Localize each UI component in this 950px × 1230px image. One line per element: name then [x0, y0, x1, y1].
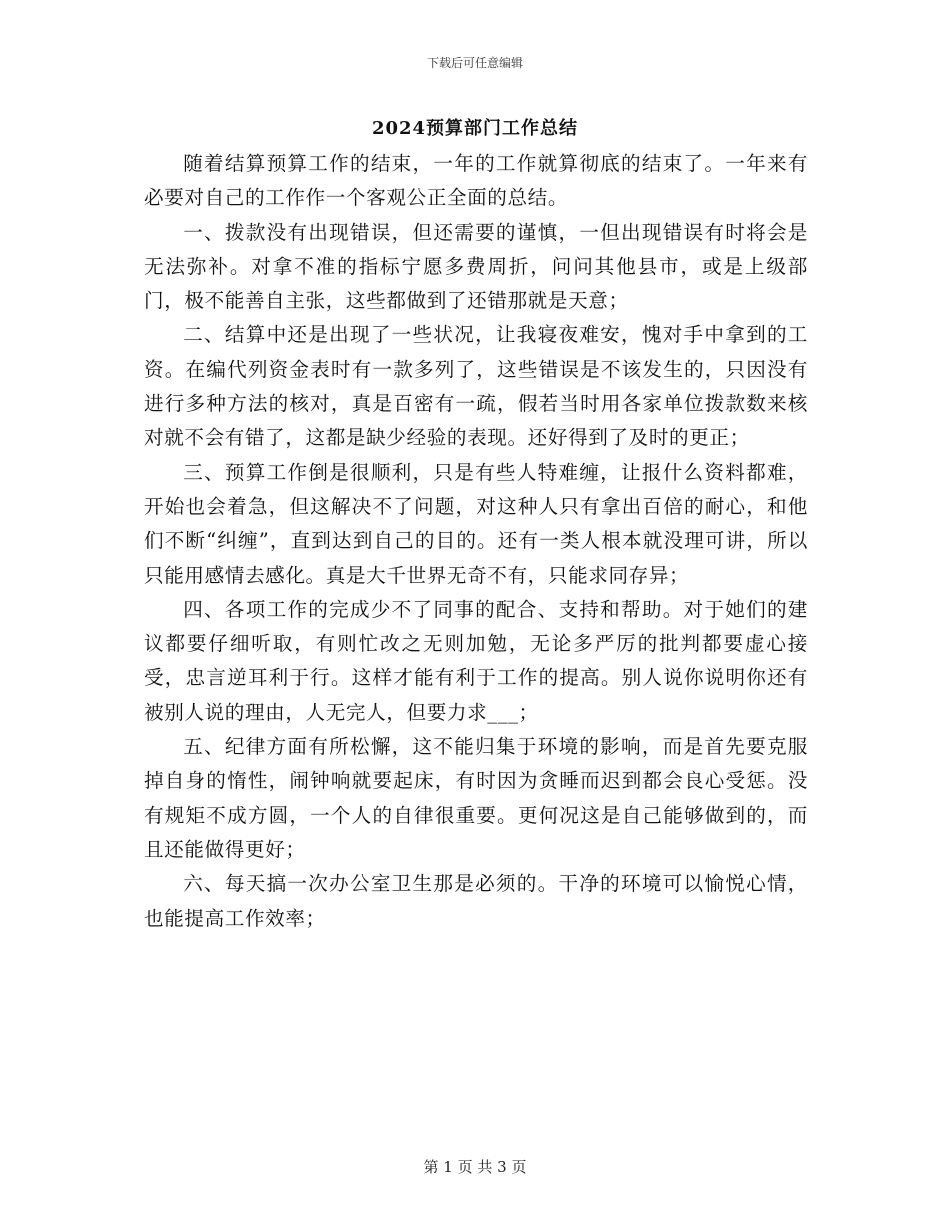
- paragraph-2: 二、结算中还是出现了一些状况，让我寝夜难安，愧对手中拿到的工资。在编代列资金表时有一款多列了，这些错误是不该发生的，只因没有进行多种方法的核对，真是百密有一疏，假若当时用各家单位拨款数来核对就不会有错了，这都是缺少经验的表现。还好得到了及时的更正；: [144, 323, 808, 450]
- paragraph-5: 五、纪律方面有所松懈，这不能归集于环境的影响，而是首先要克服掉自身的惰性，闹钟响就要起床，有时因为贪睡而迟到都会良心受惩。没有规矩不成方圆，一个人的自律很重要。更何况这是自己能够做到的，而且还能做得更好；: [144, 735, 808, 861]
- page-header-note: 下载后可任意编辑: [426, 56, 523, 70]
- paragraph-3: 三、预算工作倒是很顺利，只是有些人特难缠，让报什么资料都难，开始也会着急，但这解决不了问题，对这种人只有拿出百倍的耐心，和他们不断“纠缠”，直到达到自己的目的。还有一类人根本就没理可讲，所以只能用感情去感化。真是大千世界无奇不有，只能求同存异；: [144, 460, 808, 587]
- paragraph-6: 六、每天搞一次办公室卫生那是必须的。干净的环境可以愉悦心情，也能提高工作效率；: [144, 872, 808, 930]
- paragraph-1: 一、拨款没有出现错误，但还需要的谨慎，一但出现错误有时将会是无法弥补。对拿不准的指标宁愿多费周折，问问其他县市，或是上级部门，极不能善自主张，这些都做到了还错那就是天意；: [144, 220, 808, 313]
- document-title: 2024预算部门工作总结: [371, 118, 579, 139]
- page-number-footer: 第 1 页 共 3 页: [423, 1158, 527, 1176]
- paragraph-intro: 随着结算预算工作的结束，一年的工作就算彻底的结束了。一年来有必要对自己的工作作一个客观公正全面的总结。: [144, 152, 808, 210]
- document-body: [144, 147, 808, 936]
- paragraph-4: 四、各项工作的完成少不了同事的配合、支持和帮助。对于她们的建议都要仔细听取，有则忙改之无则加勉，无论多严厉的批判都要虚心接受，忠言逆耳利于行。这样才能有利于工作的提高。别人说你说明你还有被别人说的理由，人无完人，但要力求___；: [144, 597, 808, 724]
